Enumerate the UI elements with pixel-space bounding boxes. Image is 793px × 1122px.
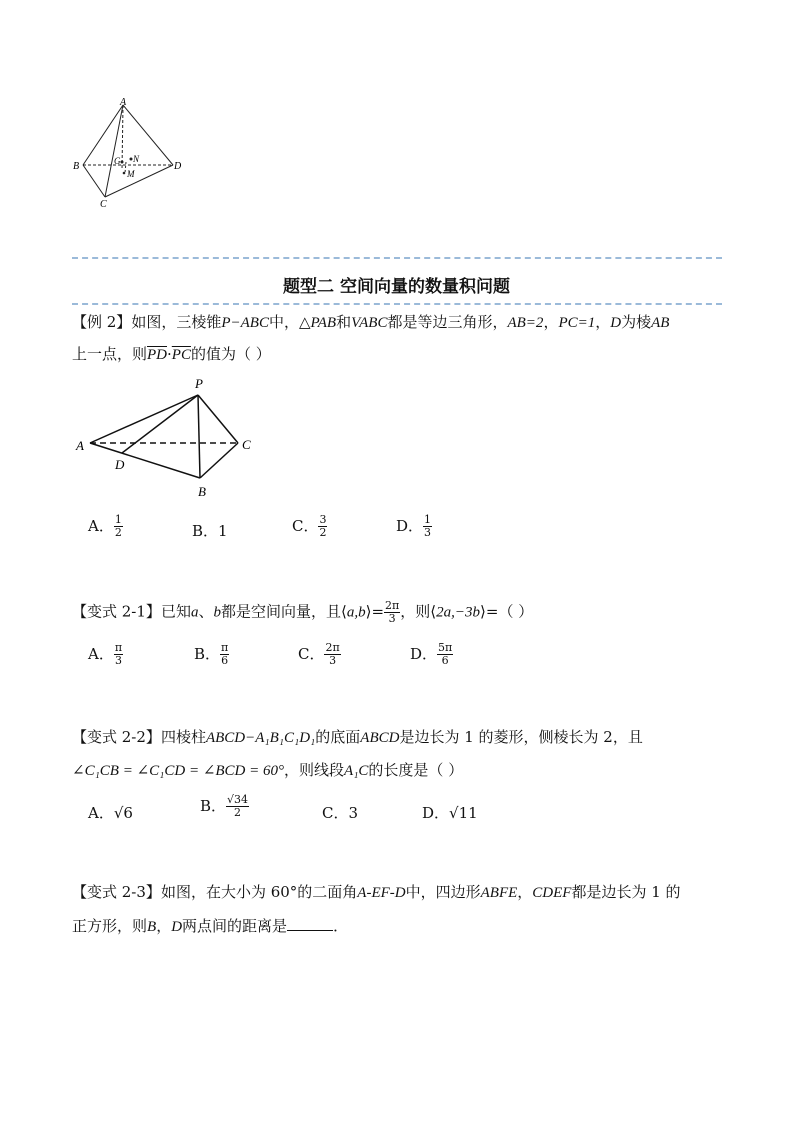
label-P: P	[195, 376, 203, 391]
vector-PD: $\overline{PD}$	[147, 347, 168, 363]
label-B: B	[73, 161, 80, 172]
label-D: D	[174, 161, 182, 172]
label-D: D	[115, 457, 125, 472]
section-title: 题型二 空间向量的数量积问题	[283, 277, 510, 297]
variant22-option-b[interactable]: B． $\frac{√34}{2}$	[200, 793, 249, 820]
label-M: M	[127, 169, 135, 179]
variant22-line1: 【变式 2-2】四棱柱ABCD−A₁B₁C₁D₁的底面ABCD是边长为 1 的菱形，侧棱长为 2，且	[72, 728, 643, 746]
section-divider-bottom	[72, 303, 722, 305]
example2-option-c[interactable]: C． $\frac{3}{2}$	[292, 513, 327, 540]
variant21-option-a[interactable]: A． $\frac{\pi}{3}$	[88, 641, 123, 668]
variant21-option-b[interactable]: B． $\frac{\pi}{6}$	[194, 641, 229, 668]
label-N: N	[133, 154, 140, 164]
variant22-option-c[interactable]: C．3	[322, 804, 359, 822]
answer-blank[interactable]	[287, 918, 333, 931]
variant21-option-c[interactable]: C． $\frac{2\pi}{3}$	[298, 641, 340, 668]
variant23-line2: 正方形，则B，D两点间的距离是 ．	[72, 917, 349, 935]
label-A: A	[76, 438, 84, 453]
example2-line1: 【例 2】如图，三棱锥P−ABC中，△PAB和VABC都是等边三角形，AB=2，PC=1，D为棱AB	[72, 313, 670, 331]
example2-option-b[interactable]: B．1	[192, 522, 228, 540]
example2-option-d[interactable]: D． $\frac{1}{3}$	[396, 513, 432, 540]
variant21-option-d[interactable]: D． $\frac{5\pi}{6}$	[410, 641, 453, 668]
vector-PC: $\overline{PC}$	[171, 347, 191, 363]
variant21-line1: 【变式 2-1】已知a、b都是空间向量，且⟨a,b⟩= $\frac{2\pi}{3}$ ，则⟨2a,−3b⟩=（ ）	[72, 599, 534, 626]
label-G: G	[114, 156, 121, 166]
variant21-tag: 【变式 2-1】	[72, 602, 161, 621]
variant23-line1: 【变式 2-3】如图，在大小为 60°的二面角A-EF-D中，四边形ABFE，CDEF都是边长为 1 的	[72, 883, 681, 901]
label-C: C	[242, 437, 251, 452]
label-B: B	[198, 484, 206, 499]
example2-option-a[interactable]: A． $\frac{1}{2}$	[88, 513, 122, 540]
section-divider-top	[72, 257, 722, 259]
label-A: A	[120, 97, 127, 108]
variant22-line2: ∠C₁CB = ∠C₁CD = ∠BCD = 60°，则线段A₁C的长度是（ ）	[72, 761, 464, 779]
tetrahedron-figure	[70, 95, 190, 210]
example2-line2: 上一点，则$\overline{PD}\cdot\overline{PC}$的值为（ ）	[72, 345, 271, 363]
variant22-option-a[interactable]: A．√6	[88, 804, 133, 822]
variant22-option-d[interactable]: D．√11	[422, 804, 478, 822]
pyramid-figure	[70, 372, 270, 502]
variant23-tag: 【变式 2-3】	[72, 883, 161, 901]
example2-tag: 【例 2】	[72, 313, 132, 331]
label-C: C	[100, 199, 107, 210]
variant22-tag: 【变式 2-2】	[72, 728, 161, 746]
